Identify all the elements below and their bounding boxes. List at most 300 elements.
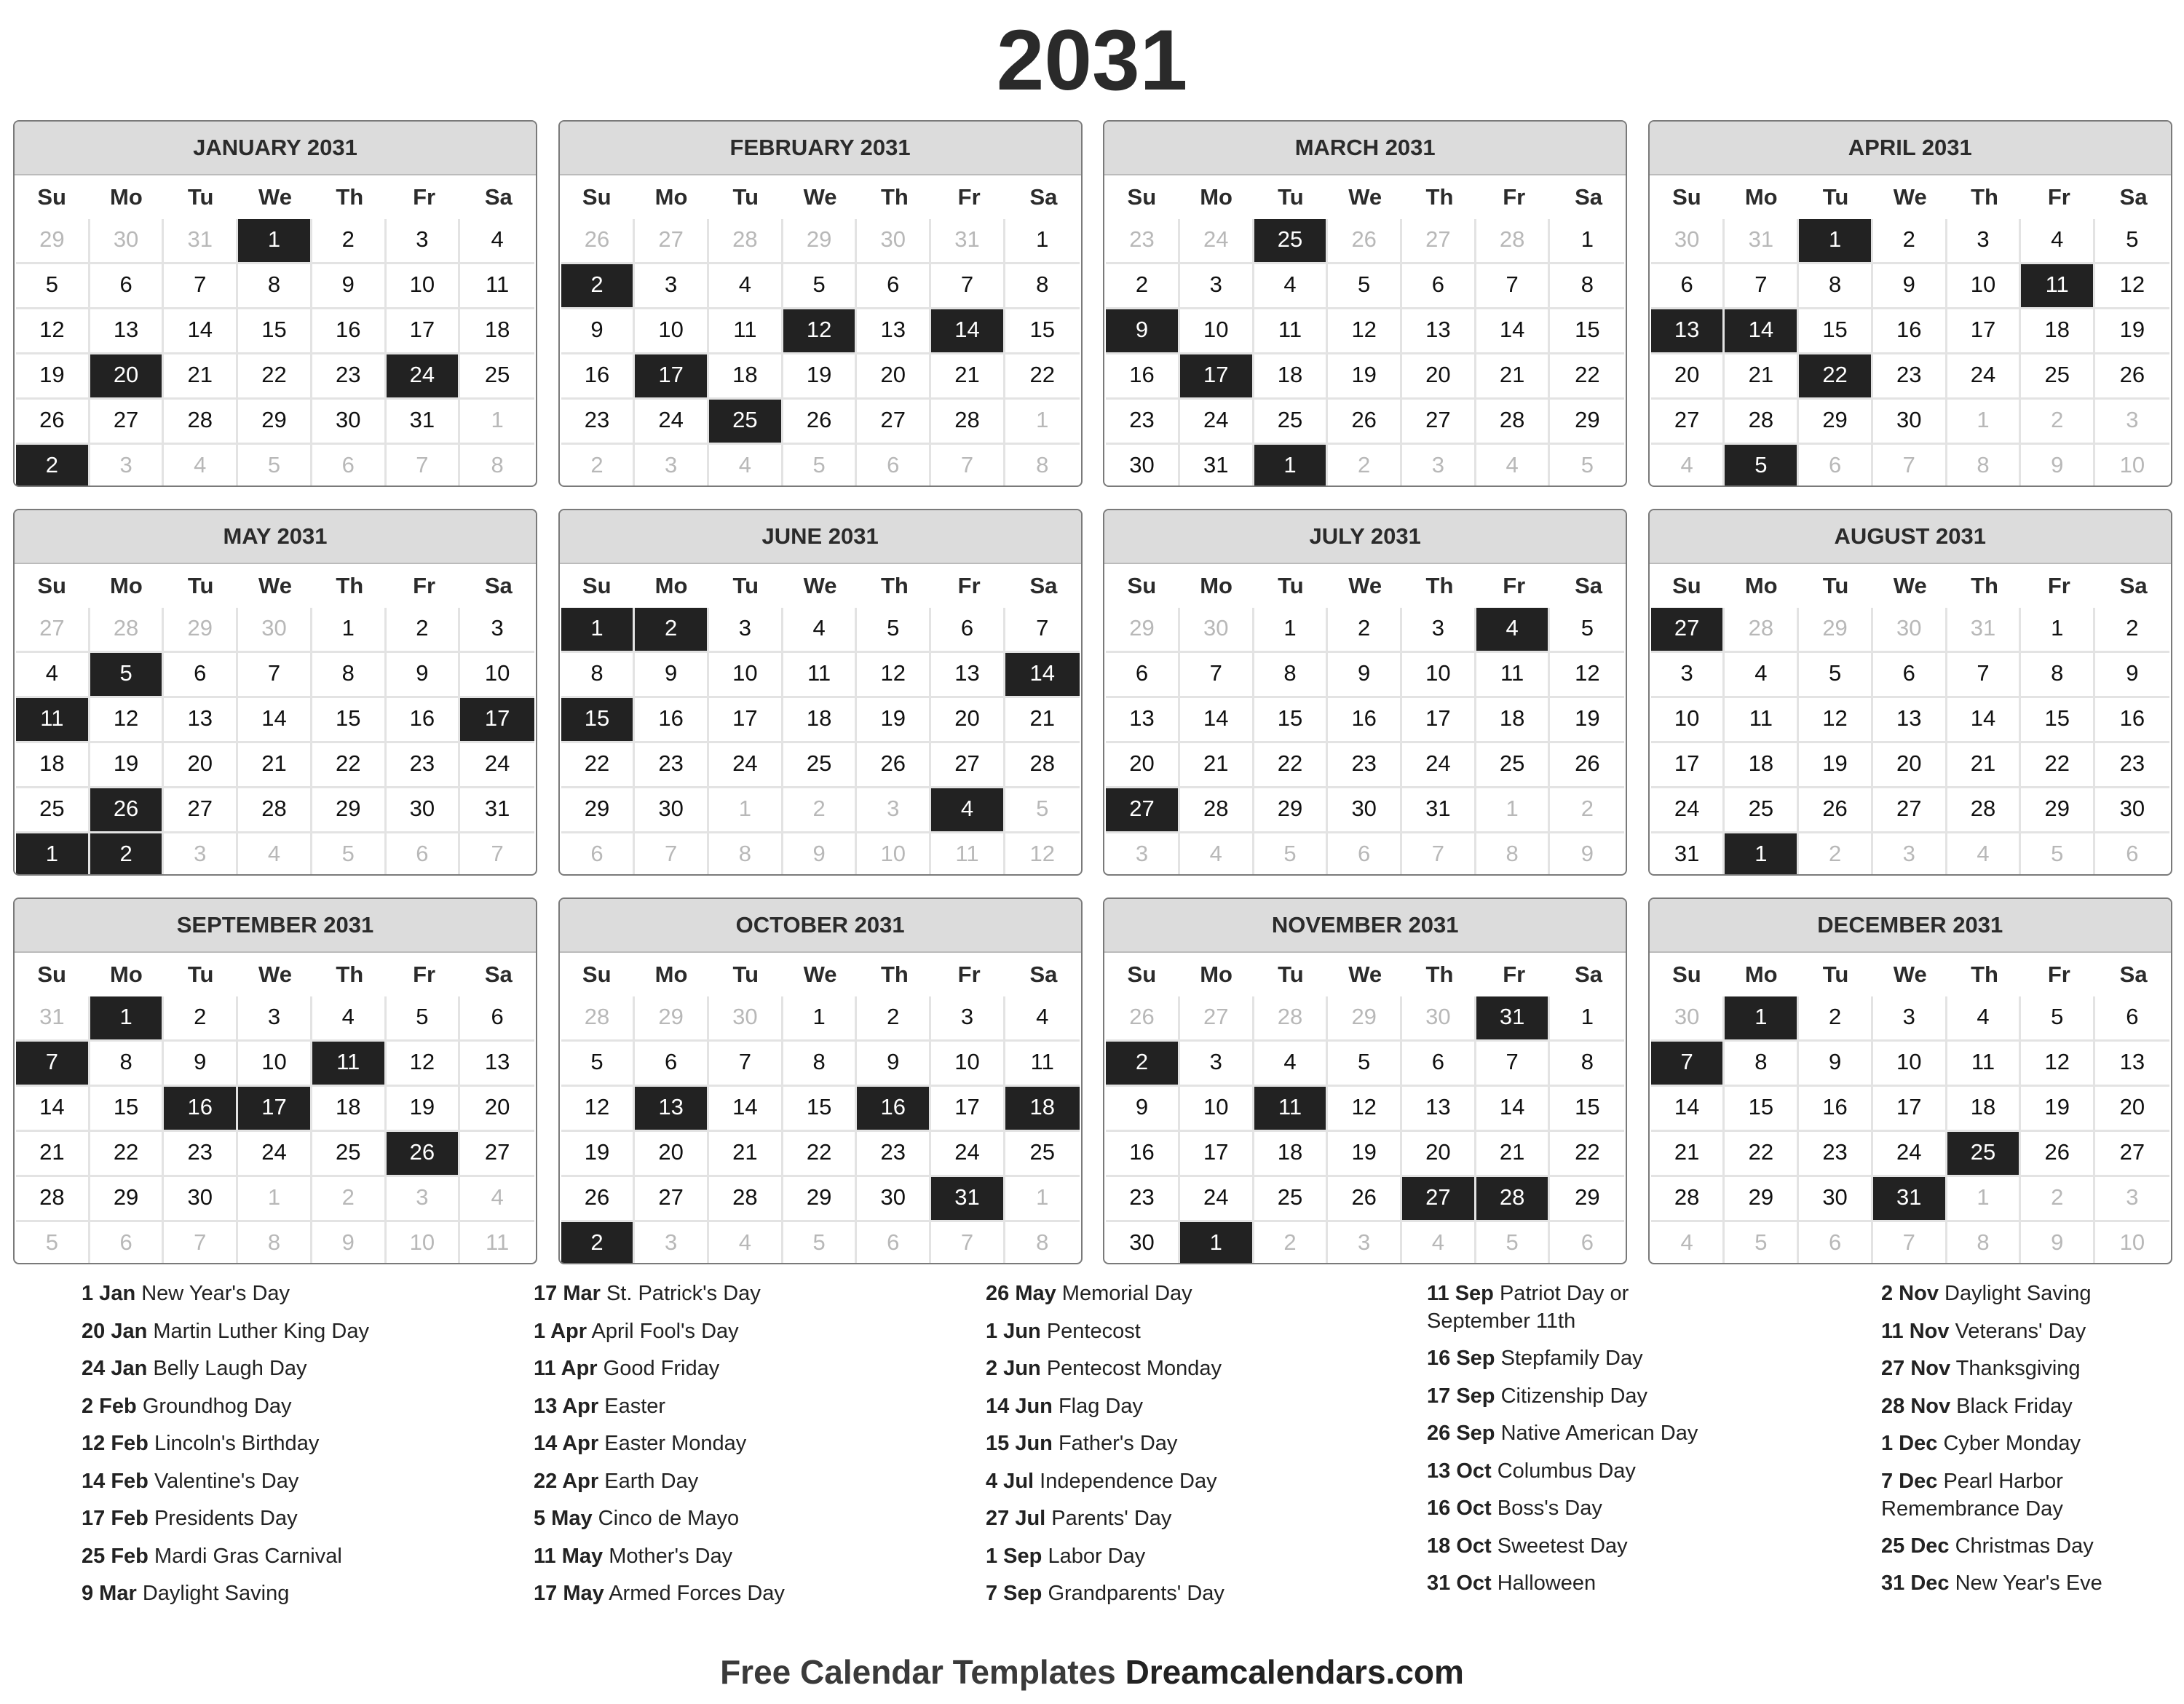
day-cell: 24 xyxy=(635,400,709,445)
day-cell: 1 xyxy=(1550,996,1624,1042)
day-cell: 18 xyxy=(2021,309,2095,354)
holiday-name: Black Friday xyxy=(1956,1394,2073,1418)
day-cell: 28 xyxy=(1476,1177,1551,1222)
day-cell: 26 xyxy=(561,219,636,264)
holiday-column xyxy=(534,1275,970,1613)
day-cell: 1 xyxy=(312,608,387,653)
holiday-item xyxy=(82,1500,518,1538)
holiday-name: Pentecost Monday xyxy=(1046,1357,1222,1380)
month-title: DECEMBER 2031 xyxy=(1650,899,2171,953)
day-cell: 2 xyxy=(16,445,90,487)
day-cell: 10 xyxy=(2095,1222,2169,1264)
holiday-name: Parents' Day xyxy=(1051,1507,1172,1530)
weekday-label: Th xyxy=(336,962,364,987)
day-cell: 9 xyxy=(312,1222,387,1264)
holiday-item xyxy=(534,1463,970,1501)
day-cell: 14 xyxy=(1476,309,1551,354)
day-cell: 22 xyxy=(238,354,312,400)
day-cell: 7 xyxy=(16,1042,90,1087)
day-cell: 10 xyxy=(1947,264,2022,309)
weekday-label: Fr xyxy=(413,962,436,987)
day-cell: 29 xyxy=(2021,788,2095,833)
day-cell: 10 xyxy=(931,1042,1005,1087)
day-cell: 17 xyxy=(1947,309,2022,354)
day-cell: 5 xyxy=(1328,264,1402,309)
day-cell: 5 xyxy=(1725,1222,1799,1264)
day-cell: 26 xyxy=(1328,219,1402,264)
weekday-label: Tu xyxy=(732,184,759,210)
day-cell: 29 xyxy=(1254,788,1329,833)
weekday-label: Th xyxy=(880,184,909,210)
day-cell: 19 xyxy=(561,1132,636,1177)
day-cell: 10 xyxy=(387,264,461,309)
day-cell: 7 xyxy=(1651,1042,1725,1087)
day-cell: 2 xyxy=(1799,833,1873,876)
day-cell: 27 xyxy=(1180,996,1254,1042)
day-cell: 27 xyxy=(1106,788,1180,833)
day-cell: 14 xyxy=(238,698,312,743)
day-cell: 3 xyxy=(164,833,238,876)
day-cell: 28 xyxy=(1725,608,1799,653)
weekday-label: Mo xyxy=(1200,962,1233,987)
day-cell: 13 xyxy=(1873,698,1947,743)
day-cell: 24 xyxy=(238,1132,312,1177)
day-cell: 8 xyxy=(1005,264,1080,309)
weekday-label: Mo xyxy=(110,184,143,210)
day-cell: 17 xyxy=(709,698,783,743)
day-cell: 15 xyxy=(561,698,636,743)
weekday-label: Sa xyxy=(484,962,513,987)
day-cell: 4 xyxy=(709,445,783,487)
day-cell: 1 xyxy=(1005,219,1080,264)
day-cell: 22 xyxy=(1254,743,1329,788)
day-cell: 24 xyxy=(1180,219,1254,264)
day-cell: 21 xyxy=(931,354,1005,400)
holiday-item xyxy=(1881,1425,2184,1463)
day-cell: 6 xyxy=(1799,1222,1873,1264)
day-cell: 29 xyxy=(238,400,312,445)
day-cell: 8 xyxy=(1550,264,1624,309)
day-cell: 2 xyxy=(1550,788,1624,833)
day-grid xyxy=(1104,608,1626,876)
day-cell: 3 xyxy=(1180,1042,1254,1087)
day-cell: 1 xyxy=(1254,608,1329,653)
holiday-item xyxy=(82,1463,518,1501)
footer-site-link[interactable]: Dreamcalendars.com xyxy=(1125,1653,1464,1691)
day-cell: 20 xyxy=(164,743,238,788)
month-title: JUNE 2031 xyxy=(560,510,1081,564)
day-cell: 1 xyxy=(16,833,90,876)
day-cell: 14 xyxy=(1947,698,2022,743)
day-cell: 23 xyxy=(1328,743,1402,788)
day-cell: 10 xyxy=(1180,309,1254,354)
day-cell: 16 xyxy=(1799,1087,1873,1132)
day-cell: 5 xyxy=(783,264,858,309)
weekday-label: Tu xyxy=(187,573,214,598)
day-cell: 27 xyxy=(2095,1132,2169,1177)
holiday-date: 20 Jan xyxy=(82,1319,148,1343)
weekday-label: Su xyxy=(37,573,66,598)
day-cell: 8 xyxy=(561,653,636,698)
holiday-item xyxy=(986,1388,1423,1426)
day-cell: 30 xyxy=(1402,996,1476,1042)
day-cell: 5 xyxy=(1254,833,1329,876)
day-cell: 1 xyxy=(460,400,534,445)
day-cell: 26 xyxy=(857,743,931,788)
day-cell: 7 xyxy=(1402,833,1476,876)
holiday-item xyxy=(82,1575,518,1613)
weekday-label: Su xyxy=(1672,962,1701,987)
day-cell: 18 xyxy=(460,309,534,354)
day-cell: 29 xyxy=(16,219,90,264)
day-cell: 28 xyxy=(1476,400,1551,445)
day-cell: 1 xyxy=(2021,608,2095,653)
day-cell: 13 xyxy=(1402,309,1476,354)
weekday-label: Tu xyxy=(1278,184,1304,210)
day-cell: 21 xyxy=(1180,743,1254,788)
day-cell: 19 xyxy=(1550,698,1624,743)
day-cell: 5 xyxy=(1725,445,1799,487)
holiday-date: 16 Oct xyxy=(1427,1497,1492,1520)
holiday-name: Easter Monday xyxy=(604,1432,747,1455)
day-cell: 21 xyxy=(1947,743,2022,788)
day-cell: 3 xyxy=(238,996,312,1042)
day-cell: 7 xyxy=(460,833,534,876)
day-cell: 5 xyxy=(16,264,90,309)
day-cell: 2 xyxy=(387,608,461,653)
holiday-item xyxy=(534,1425,970,1463)
day-cell: 1 xyxy=(1947,400,2022,445)
day-cell: 6 xyxy=(1328,833,1402,876)
day-grid xyxy=(1650,996,2171,1264)
day-cell: 31 xyxy=(1651,833,1725,876)
day-cell: 13 xyxy=(460,1042,534,1087)
day-cell: 1 xyxy=(1725,996,1799,1042)
day-grid xyxy=(560,996,1081,1264)
weekday-header xyxy=(1650,953,2171,996)
day-cell: 6 xyxy=(1402,1042,1476,1087)
day-cell: 2 xyxy=(1106,264,1180,309)
day-cell: 11 xyxy=(1005,1042,1080,1087)
holiday-date: 31 Oct xyxy=(1427,1572,1492,1595)
day-cell: 3 xyxy=(1402,608,1476,653)
month-calendar xyxy=(1103,509,1627,876)
holiday-date: 12 Feb xyxy=(82,1432,149,1455)
day-cell: 10 xyxy=(709,653,783,698)
day-cell: 7 xyxy=(1476,1042,1551,1087)
day-cell: 12 xyxy=(561,1087,636,1132)
holiday-date: 17 Feb xyxy=(82,1507,149,1530)
holiday-item xyxy=(1881,1313,2184,1351)
day-cell: 5 xyxy=(783,445,858,487)
weekday-label: We xyxy=(258,184,292,210)
weekday-label: Su xyxy=(1672,184,1701,210)
holiday-item xyxy=(1427,1528,1864,1566)
day-cell: 8 xyxy=(1254,653,1329,698)
day-cell: 14 xyxy=(1005,653,1080,698)
day-cell: 5 xyxy=(1550,445,1624,487)
day-cell: 17 xyxy=(1651,743,1725,788)
day-cell: 4 xyxy=(1947,833,2022,876)
day-cell: 12 xyxy=(1005,833,1080,876)
day-cell: 3 xyxy=(1180,264,1254,309)
weekday-label: Su xyxy=(1127,573,1157,598)
day-cell: 9 xyxy=(1106,309,1180,354)
day-cell: 11 xyxy=(931,833,1005,876)
holiday-date: 26 Sep xyxy=(1427,1422,1495,1445)
day-cell: 25 xyxy=(460,354,534,400)
day-cell: 1 xyxy=(1725,833,1799,876)
day-cell: 28 xyxy=(1947,788,2022,833)
day-cell: 9 xyxy=(2095,653,2169,698)
day-cell: 5 xyxy=(312,833,387,876)
day-cell: 4 xyxy=(709,264,783,309)
weekday-label: Su xyxy=(1127,962,1157,987)
day-cell: 25 xyxy=(1254,219,1329,264)
holiday-name: Valentine's Day xyxy=(154,1469,299,1493)
holiday-item xyxy=(1427,1490,1864,1528)
weekday-label: Sa xyxy=(1029,573,1058,598)
day-cell: 10 xyxy=(1180,1087,1254,1132)
day-cell: 28 xyxy=(16,1177,90,1222)
day-cell: 8 xyxy=(1799,264,1873,309)
weekday-label: Tu xyxy=(187,962,214,987)
day-cell: 27 xyxy=(1873,788,1947,833)
day-cell: 6 xyxy=(931,608,1005,653)
day-cell: 28 xyxy=(709,1177,783,1222)
weekday-label: We xyxy=(1348,184,1382,210)
month-calendar xyxy=(13,509,537,876)
weekday-label: Sa xyxy=(484,184,513,210)
holiday-date: 15 Jun xyxy=(986,1432,1053,1455)
holiday-item xyxy=(1427,1378,1864,1416)
holiday-date: 1 Apr xyxy=(534,1319,587,1343)
holiday-date: 31 Dec xyxy=(1881,1572,1950,1595)
day-cell: 1 xyxy=(1550,219,1624,264)
day-cell: 19 xyxy=(90,743,165,788)
holiday-item xyxy=(534,1538,970,1576)
holiday-name: Halloween xyxy=(1497,1572,1597,1595)
holiday-name: Columbus Day xyxy=(1497,1459,1636,1483)
day-cell: 3 xyxy=(635,264,709,309)
day-cell: 9 xyxy=(1873,264,1947,309)
day-cell: 3 xyxy=(1873,833,1947,876)
holiday-name: Grandparents' Day xyxy=(1048,1582,1224,1605)
day-cell: 11 xyxy=(16,698,90,743)
day-cell: 18 xyxy=(1254,1132,1329,1177)
day-cell: 26 xyxy=(783,400,858,445)
day-cell: 11 xyxy=(1725,698,1799,743)
day-cell: 10 xyxy=(1651,698,1725,743)
day-cell: 5 xyxy=(238,445,312,487)
day-cell: 6 xyxy=(857,264,931,309)
month-title: MAY 2031 xyxy=(15,510,536,564)
day-cell: 9 xyxy=(783,833,858,876)
holiday-name: Easter xyxy=(604,1394,666,1418)
day-cell: 28 xyxy=(709,219,783,264)
day-cell: 24 xyxy=(709,743,783,788)
day-cell: 30 xyxy=(387,788,461,833)
day-cell: 16 xyxy=(1106,1132,1180,1177)
day-cell: 12 xyxy=(1328,309,1402,354)
weekday-label: Fr xyxy=(413,573,436,598)
holiday-item xyxy=(986,1500,1423,1538)
day-cell: 18 xyxy=(709,354,783,400)
holiday-date: 2 Jun xyxy=(986,1357,1041,1380)
day-cell: 30 xyxy=(1651,996,1725,1042)
day-cell: 6 xyxy=(1550,1222,1624,1264)
day-cell: 2 xyxy=(635,608,709,653)
month-calendar xyxy=(1648,897,2172,1264)
holiday-name: Patriot Day or September 11th xyxy=(1427,1282,1629,1333)
day-cell: 6 xyxy=(1651,264,1725,309)
holiday-item xyxy=(82,1350,518,1388)
day-cell: 8 xyxy=(1005,445,1080,487)
day-grid xyxy=(15,996,536,1264)
weekday-header xyxy=(1104,175,1626,219)
holiday-item xyxy=(986,1538,1423,1576)
weekday-label: We xyxy=(1893,962,1927,987)
day-cell: 23 xyxy=(1106,219,1180,264)
day-cell: 3 xyxy=(635,445,709,487)
day-cell: 7 xyxy=(1873,445,1947,487)
weekday-label: Su xyxy=(1127,184,1157,210)
day-cell: 27 xyxy=(635,219,709,264)
day-cell: 22 xyxy=(1550,354,1624,400)
day-cell: 17 xyxy=(238,1087,312,1132)
day-cell: 7 xyxy=(164,264,238,309)
holiday-name: Daylight Saving xyxy=(1944,1282,2092,1305)
holiday-name: Presidents Day xyxy=(154,1507,298,1530)
month-calendar xyxy=(13,897,537,1264)
weekday-label: Th xyxy=(336,184,364,210)
holiday-item xyxy=(534,1388,970,1426)
day-cell: 5 xyxy=(1328,1042,1402,1087)
day-cell: 7 xyxy=(931,264,1005,309)
day-cell: 15 xyxy=(1005,309,1080,354)
day-cell: 25 xyxy=(1476,743,1551,788)
holiday-name: Thanksgiving xyxy=(1955,1357,2081,1380)
weekday-header xyxy=(15,175,536,219)
day-cell: 23 xyxy=(312,354,387,400)
footer xyxy=(0,1652,2184,1692)
weekday-label: Sa xyxy=(1029,962,1058,987)
holiday-date: 9 Mar xyxy=(82,1582,137,1605)
holiday-name: Sweetest Day xyxy=(1497,1534,1628,1558)
day-cell: 16 xyxy=(1328,698,1402,743)
holiday-item xyxy=(534,1350,970,1388)
day-cell: 17 xyxy=(635,354,709,400)
holiday-date: 18 Oct xyxy=(1427,1534,1492,1558)
day-cell: 2 xyxy=(90,833,165,876)
holiday-date: 7 Dec xyxy=(1881,1469,1938,1493)
day-cell: 21 xyxy=(1476,354,1551,400)
weekday-label: Tu xyxy=(1278,962,1304,987)
month-title: APRIL 2031 xyxy=(1650,122,2171,175)
holiday-name: Citizenship Day xyxy=(1500,1384,1648,1408)
holiday-name: Daylight Saving xyxy=(142,1582,290,1605)
day-cell: 28 xyxy=(238,788,312,833)
weekday-label: We xyxy=(258,573,292,598)
month-calendar xyxy=(558,897,1083,1264)
weekday-label: Sa xyxy=(1575,573,1602,598)
day-cell: 24 xyxy=(460,743,534,788)
holiday-item xyxy=(534,1275,970,1313)
day-cell: 1 xyxy=(90,996,165,1042)
day-cell: 19 xyxy=(1328,354,1402,400)
day-cell: 9 xyxy=(1799,1042,1873,1087)
day-cell: 27 xyxy=(1651,608,1725,653)
day-cell: 1 xyxy=(1005,400,1080,445)
month-calendar xyxy=(1103,897,1627,1264)
day-cell: 14 xyxy=(931,309,1005,354)
day-cell: 20 xyxy=(1106,743,1180,788)
day-cell: 28 xyxy=(1254,996,1329,1042)
holiday-name: Memorial Day xyxy=(1061,1282,1192,1305)
day-cell: 10 xyxy=(460,653,534,698)
day-cell: 29 xyxy=(164,608,238,653)
day-cell: 26 xyxy=(1550,743,1624,788)
month-calendar xyxy=(1648,509,2172,876)
holiday-date: 16 Sep xyxy=(1427,1347,1495,1370)
day-cell: 19 xyxy=(387,1087,461,1132)
day-cell: 7 xyxy=(1180,653,1254,698)
day-cell: 7 xyxy=(164,1222,238,1264)
day-cell: 30 xyxy=(238,608,312,653)
holiday-item xyxy=(82,1313,518,1351)
holiday-date: 1 Jun xyxy=(986,1319,1041,1343)
day-cell: 23 xyxy=(1799,1132,1873,1177)
day-cell: 23 xyxy=(164,1132,238,1177)
day-cell: 29 xyxy=(1550,400,1624,445)
day-cell: 28 xyxy=(1725,400,1799,445)
weekday-label: Tu xyxy=(732,962,759,987)
day-cell: 29 xyxy=(1799,400,1873,445)
holiday-item xyxy=(1881,1388,2184,1426)
day-cell: 1 xyxy=(1254,445,1329,487)
day-cell: 4 xyxy=(238,833,312,876)
holiday-item xyxy=(82,1425,518,1463)
holiday-name: Pearl Harbor Remembrance Day xyxy=(1881,1469,2063,1521)
day-cell: 15 xyxy=(1725,1087,1799,1132)
day-cell: 6 xyxy=(460,996,534,1042)
day-cell: 3 xyxy=(1651,653,1725,698)
day-cell: 28 xyxy=(1005,743,1080,788)
day-cell: 29 xyxy=(1328,996,1402,1042)
holiday-date: 25 Dec xyxy=(1881,1534,1950,1558)
holiday-date: 26 May xyxy=(986,1282,1056,1305)
day-cell: 2 xyxy=(2021,1177,2095,1222)
day-cell: 2 xyxy=(2021,400,2095,445)
day-cell: 26 xyxy=(16,400,90,445)
day-cell: 25 xyxy=(16,788,90,833)
month-title: OCTOBER 2031 xyxy=(560,899,1081,953)
weekday-label: Mo xyxy=(1744,573,1778,598)
weekday-header xyxy=(560,953,1081,996)
day-cell: 11 xyxy=(460,264,534,309)
day-cell: 10 xyxy=(387,1222,461,1264)
weekday-label: Su xyxy=(582,962,612,987)
day-cell: 20 xyxy=(1402,1132,1476,1177)
day-cell: 27 xyxy=(931,743,1005,788)
holiday-name: Martin Luther King Day xyxy=(153,1319,369,1343)
day-cell: 3 xyxy=(1328,1222,1402,1264)
day-cell: 3 xyxy=(709,608,783,653)
day-cell: 25 xyxy=(312,1132,387,1177)
day-cell: 2 xyxy=(164,996,238,1042)
day-grid xyxy=(560,219,1081,487)
holiday-item xyxy=(986,1463,1423,1501)
